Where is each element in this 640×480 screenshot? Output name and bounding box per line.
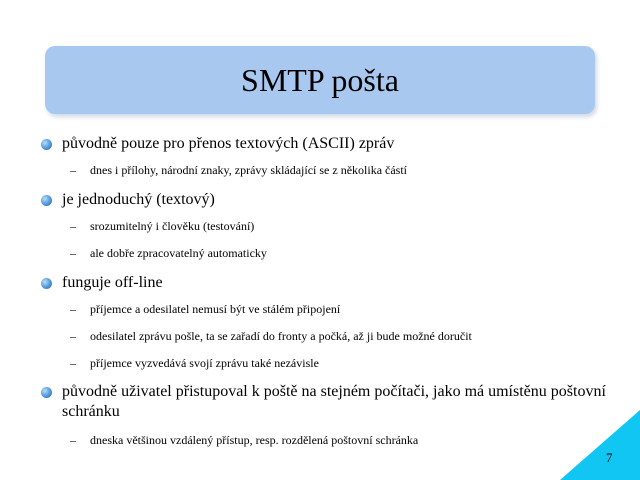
sub-item: dneska většinou vzdálený přístup, resp. rozdělená poštovní schránka	[90, 433, 419, 447]
sub-item: příjemce vyzvedává svojí zprávu také nezávisle	[90, 356, 319, 370]
sub-item: příjemce a odesilatel nemusí být ve stálém připojení	[90, 302, 341, 316]
slide-title: SMTP pošta	[241, 62, 399, 98]
bullet-dot-icon	[41, 195, 52, 206]
dash-icon: –	[70, 356, 76, 370]
bullet-dot-icon	[41, 387, 52, 398]
sub-item: srozumitelný i člověku (testování)	[90, 219, 255, 233]
dash-icon: –	[70, 302, 76, 316]
bullet-dot-icon	[41, 139, 52, 150]
dash-icon: –	[70, 433, 76, 447]
sub-item: odesilatel zprávu pošle, ta se zařadí do fronty a počká, až ji bude možné doručit	[90, 329, 472, 343]
dash-icon: –	[70, 246, 76, 260]
dash-icon: –	[70, 219, 76, 233]
dash-icon: –	[70, 329, 76, 343]
bullet-item: původně uživatel přistupoval k poště na stejném počítači, jako má umístěnu poštovní schránku	[62, 383, 606, 420]
bullet-item: původně pouze pro přenos textových (ASCII) zpráv	[62, 135, 395, 152]
sub-item: ale dobře zpracovatelný automaticky	[90, 246, 267, 260]
page-number: 7	[606, 450, 613, 465]
sub-item: dnes i přílohy, národní znaky, zprávy skládající se z několika částí	[90, 163, 408, 177]
bullet-item: je jednoduchý (textový)	[62, 191, 215, 208]
corner-accent	[560, 410, 640, 480]
bullet-item: funguje off-line	[62, 274, 163, 291]
bullet-dot-icon	[41, 278, 52, 289]
dash-icon: –	[70, 163, 76, 177]
